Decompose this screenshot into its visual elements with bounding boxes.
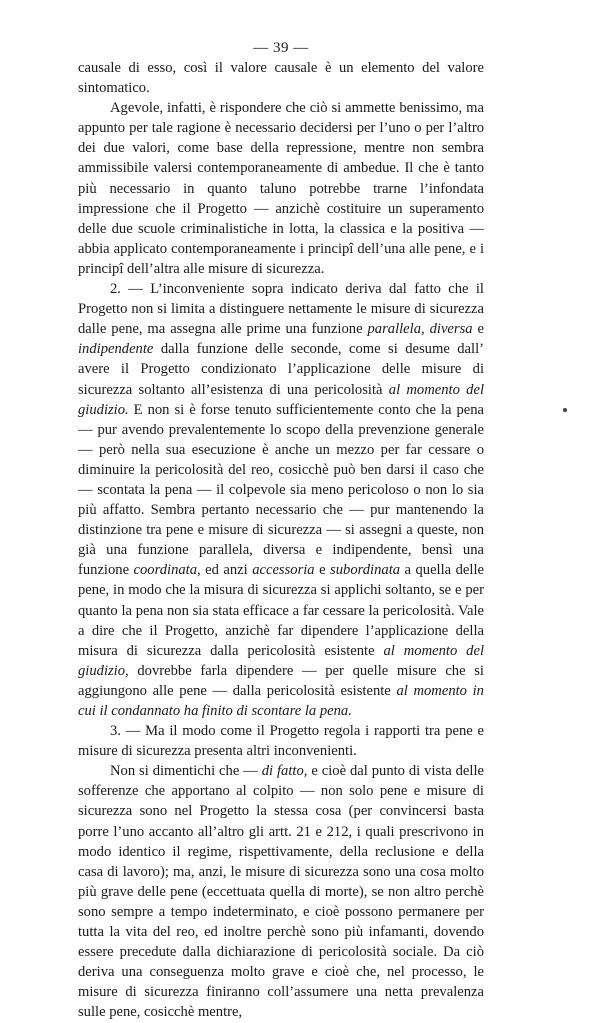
paragraph (78, 761, 484, 1022)
text-run: e (314, 562, 331, 579)
italic-text: accessoria (252, 562, 315, 579)
text-run: Non si dimentichi che — (110, 763, 262, 780)
text-run: dalla funzione delle seconde, come si desume dall’ avere il Progetto condizionato l’applicazione delle misure di sicurezza soltanto all’esistenza di una pericolosità (78, 341, 484, 398)
text-run: dovrebbe farla dipendere — per quelle misure che si aggiungono alle pene — dalla pericolosità esistente (78, 662, 484, 699)
italic-text: al momento del giudizio. (78, 381, 484, 418)
italic-text: al momento in cui il condannato ha finito di scontare la pena. (78, 682, 484, 719)
italic-text: al momento del giudizio, (78, 642, 484, 679)
text-body (78, 58, 484, 1023)
text-run: E non si è forse tenuto sufficientemente conto che la pena — pur avendo prevalentemente lo scopo della prevenzione generale — però nella sua esecuzione è anche un mezzo per far cessare o diminuire la pericolosità del reo, cosicchè può ben darsi il caso che — scontata la pena — il colpevole sia meno pericoloso o non lo sia più affatto. Sembra pertanto necessario che — pur mantenendo la distinzione tra pene e misure di sicurezza — si assegni a queste, non già una funzione parallela, diversa e indipendente, bensì una funzione (78, 401, 484, 579)
text-run: e cioè dal punto di vista delle sofferenze che apportano al colpito — non solo pene e misure di sicurezza sono nel Progetto la stessa cosa (per convincersi basta porre l’uno accanto all’altro gli artt. 21 e 212, i quali prescrivono in modo identico il regime, rispettivamente, della reclusione e della casa di lavoro); ma, anzi, le misure di sicurezza sono una cosa molto più grave delle pene (eccettuata quella di morte), se non altro perchè sono sempre a tempo indeterminato, e cioè possono permanere per tutta la vita del reo, ed inoltre perchè sono più infamanti, dovendo essere precedute dalla dichiarazione di pericolosità sociale. Da ciò deriva una conseguenza molto grave e cioè che, nel processo, le misure di sicurezza finiranno coll’assumere una netta prevalenza sulle pene, cosicchè mentre, (78, 763, 485, 1021)
text-run: causale di esso, così il valore causale è un elemento del valore sintomatico. (78, 60, 484, 97)
text-run: 2. — L’inconveniente sopra indicato deriva dal fatto che il Progetto non si limita a distinguere nettamente le misure di sicurezza dalle pene, ma assegna alle prime una funzione (78, 281, 484, 338)
text-run: ed anzi (200, 562, 253, 579)
text-run: e (472, 321, 484, 338)
paragraph (78, 721, 484, 761)
text-run: a quella delle pene, in modo che la misura di sicurezza si applichi soltanto, se e per quanto la pena non sia stata efficace a far cessare la pericolosità. Vale a dire che il Progetto, anzichè far dipendere l’applicazione della misura di sicurezza dalla pericolosità esistente (78, 562, 484, 659)
page-number: — 39 — (253, 40, 309, 56)
italic-text: di fatto, (261, 763, 308, 780)
page-content (78, 38, 484, 1023)
text-run: Agevole, infatti, è rispondere che ciò si ammette benissimo, ma appunto per tale ragione è necessario decidersi per l’uno o per l’altro dei due valori, come base della repressione, mentre non sembra ammissibile valersi contemporaneamente di ambedue. Il che è tanto più necessario in quanto taluno potrebbe trarne l’infondata impressione che il Progetto — anzichè costituire un superamento delle due scuole criminalistiche in lotta, la classica e la positiva — abbia applicato contemporaneamente i principî dell’una alle pene, e i principî dell’altra alle misure di sicurezza. (78, 100, 484, 277)
italic-text: subordinata (330, 562, 401, 579)
italic-text: coordinata, (133, 562, 201, 579)
text-run: 3. — Ma il modo come il Progetto regola i rapporti tra pene e misure di sicurezza presenta altri inconvenienti. (78, 723, 484, 760)
paragraph (78, 98, 484, 279)
print-speck (563, 408, 567, 412)
italic-text: parallela, diversa (367, 321, 473, 338)
paragraph (78, 58, 484, 98)
paragraph (78, 279, 484, 721)
italic-text: indipendente (78, 341, 154, 358)
